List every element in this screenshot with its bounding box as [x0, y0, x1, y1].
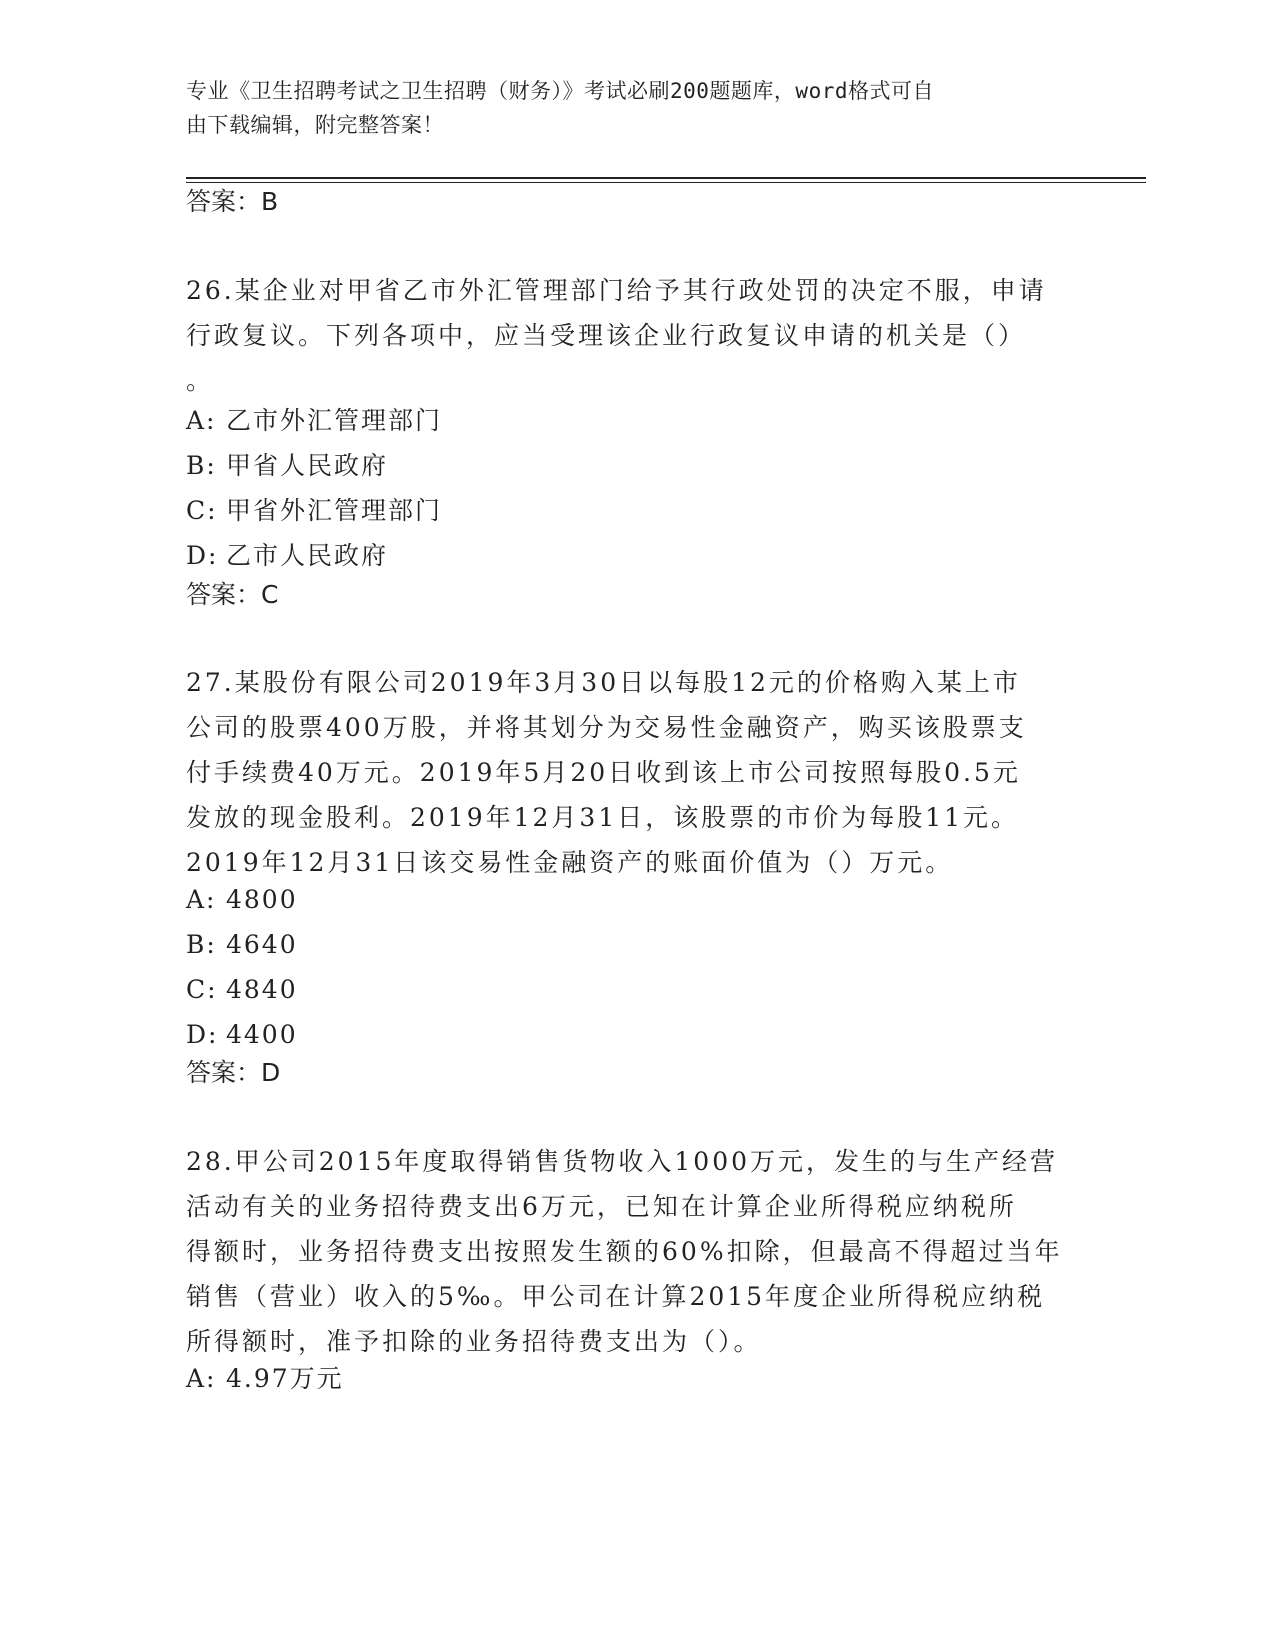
option-letter: C:: [186, 975, 218, 1004]
option-b: [186, 922, 1086, 967]
question-line: 付手续费40万元。2019年5月20日收到该上市公司按照每股0.5元: [186, 758, 1021, 787]
header-line-1: 专业《卫生招聘考试之卫生招聘（财务）》考试必刷200题题库，word格式可自: [186, 79, 934, 103]
header-line-2: 由下载编辑，附完整答案！: [186, 113, 444, 137]
option-text: 乙市人民政府: [226, 541, 389, 570]
option-a: [186, 877, 1086, 922]
option-letter: B:: [186, 451, 217, 480]
question-line: 。: [186, 366, 215, 395]
option-letter: C:: [186, 496, 218, 525]
option-text: 4800: [226, 885, 298, 914]
answer-26: 答案：C: [186, 580, 279, 609]
question-text: [186, 1139, 1086, 1364]
question-27: [186, 660, 1086, 885]
question-line: 公司的股票400万股，并将其划分为交易性金融资产，购买该股票支: [186, 713, 1027, 742]
header-rule-thick: [186, 177, 1146, 179]
option-letter: A:: [186, 406, 217, 435]
question-line: 得额时，业务招待费支出按照发生额的60%扣除，但最高不得超过当年: [186, 1237, 1063, 1266]
option-letter: A:: [186, 885, 217, 914]
question-line: 26.某企业对甲省乙市外汇管理部门给予其行政处罚的决定不服，申请: [186, 276, 1047, 305]
question-line: 27.某股份有限公司2019年3月30日以每股12元的价格购入某上市: [186, 668, 1021, 697]
option-a: [186, 1356, 1086, 1401]
question-line: 28.甲公司2015年度取得销售货物收入1000万元，发生的与生产经营: [186, 1147, 1059, 1176]
option-b: [186, 443, 1086, 488]
option-letter: A:: [186, 1364, 217, 1393]
option-letter: D:: [186, 1020, 219, 1049]
question-text: [186, 268, 1086, 403]
question-line: 2019年12月31日该交易性金融资产的账面价值为（）万元。: [186, 848, 954, 877]
option-text: 4840: [226, 975, 298, 1004]
answer-27: 答案：D: [186, 1058, 281, 1087]
question-26: [186, 268, 1086, 403]
question-text: [186, 660, 1086, 885]
option-a: [186, 398, 1086, 443]
option-text: 4640: [226, 930, 298, 959]
question-line: 发放的现金股利。2019年12月31日，该股票的市价为每股11元。: [186, 803, 1020, 832]
document-header: [186, 74, 1076, 142]
option-text: 4.97万元: [226, 1364, 344, 1393]
question-line: 销售（营业）收入的5‰。甲公司在计算2015年度企业所得税应纳税: [186, 1282, 1046, 1311]
option-c: [186, 967, 1086, 1012]
header-rule-thin: [186, 182, 1146, 183]
options-27: [186, 877, 1086, 1057]
question-line: 所得额时，准予扣除的业务招待费支出为（）。: [186, 1327, 762, 1356]
options-28: [186, 1356, 1086, 1401]
option-letter: B:: [186, 930, 217, 959]
option-text: 甲省外汇管理部门: [226, 496, 443, 525]
option-d: [186, 533, 1086, 578]
question-line: 活动有关的业务招待费支出6万元，已知在计算企业所得税应纳税所: [186, 1192, 1017, 1221]
option-text: 甲省人民政府: [226, 451, 389, 480]
question-line: 行政复议。下列各项中，应当受理该企业行政复议申请的机关是（）: [186, 321, 1027, 350]
option-text: 乙市外汇管理部门: [226, 406, 443, 435]
option-text: 4400: [226, 1020, 298, 1049]
option-c: [186, 488, 1086, 533]
answer-previous: 答案：B: [186, 187, 279, 216]
option-d: [186, 1012, 1086, 1057]
option-letter: D:: [186, 541, 219, 570]
question-28: [186, 1139, 1086, 1364]
options-26: [186, 398, 1086, 578]
